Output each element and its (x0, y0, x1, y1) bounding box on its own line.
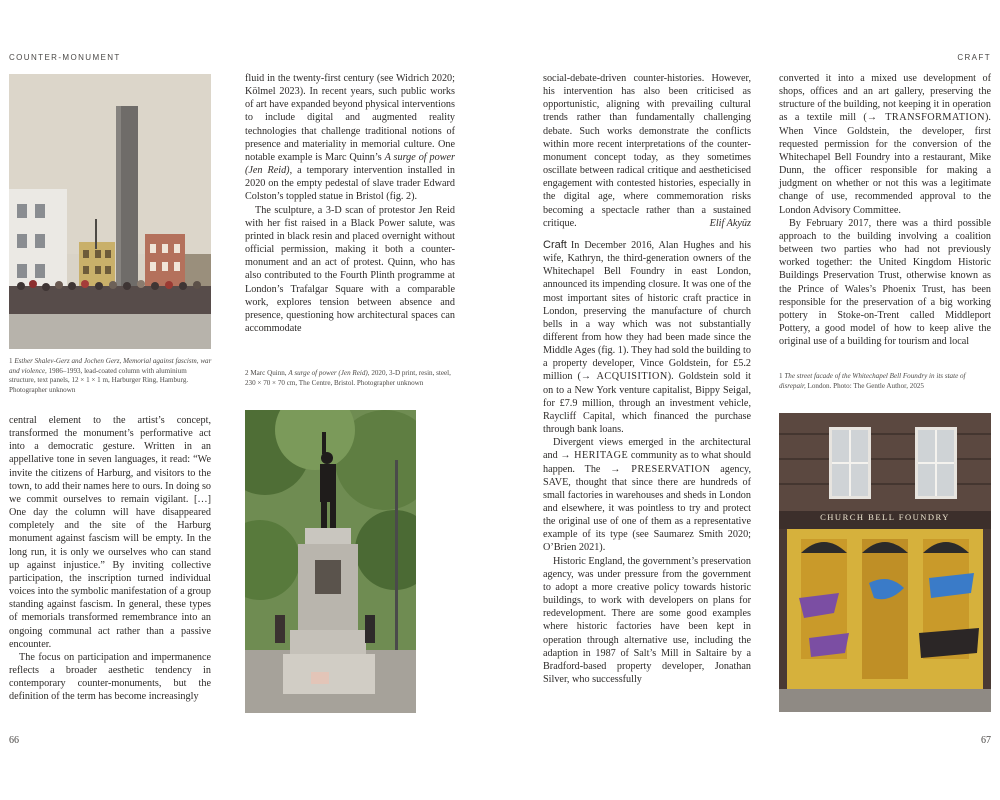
figure-harburg-column-photo (9, 74, 211, 349)
column-2-body (245, 72, 455, 335)
caption-number: 1 (9, 357, 13, 365)
section-heading: Craft (543, 238, 567, 251)
paragraph: converted it into a mixed use development of shops, offices and an art gallery, preserving the structure of the building, not keeping it in operation as a textile mill (→ TRANSFORMATION). When Vince Goldstein, the developer, first requested permission for the conversion of the Whitechapel Bell Foundry into a restaurant, Mike Dunn, the officer responsible for making a judgment on whether or not this was a legitimate change of use, recommended approval to the London Advisory Committee. (779, 73, 991, 216)
figure-3-caption: 1 The street facade of the Whitechapel Bell Foundry in its state of disrepair, London. Photo: The Gentle Author, 2025 (779, 372, 966, 390)
running-header-right: CRAFT (957, 53, 991, 62)
paragraph: Historic England, the government’s preservation agency, was under pressure from the government to adopt a more creative policy towards historic buildings, to work with developers on plans for redevelopment. There are some good examples where historic factories have been kept in operation through alternative use, including the adaption in 1987 of Salt’s Mill in Saltaire by a Bradford-based property developer, Jonathan Silver, who successfully (543, 555, 751, 686)
paragraph: The sculpture, a 3-D scan of protestor Jen Reid with her fist raised in a Black Power salute, was printed in black resin and placed overnight without official permission, making it both a counter-monument and an act of protest. Quinn, who has also contributed to the Fourth Plinth programme at London’s Trafalgar Square with a comparable work, explores tension between absence and presence, questioning how architectural spaces can accommodate (245, 204, 455, 334)
caption-title: Esther Shalev-Gerz and Jochen Gerz, Memorial against fascism, war and violence, (9, 357, 212, 375)
paragraph: central element to the artist’s concept, transformed the monument’s performative act into a democratic gesture. Written in an appellative tone in seven languages, it read: “We invite the citizens of Harburg, and visitors to the town, to add their names here to ours. In doing so we commit ourselves to remain vigilant. […] One day the column will have disappeared completely and the site of the Harburg monument against fascism will be empty. In the long run, it is only we ourselves who can stand up against injustice.” By inviting collective participation, the inscription turned individual voices into the symbolic manifestation of a group standing against fascism. In general, these types of memorials transformed remembrance into an ongoing communal act rather than a passive encounter. (9, 415, 212, 650)
paragraph: fluid in the twenty-first century (see Widrich 2020; Kölmel 2023). In recent years, such public works of art have expanded beyond physical interventions to include digital and augmented reality technologies that challenge traditional notions of presence and materiality in memorial culture. One notable example is Marc Quinn’s A surge of power (Jen Reid), a temporary intervention installed in 2020 on the empty pedestal of slave trader Edward Colston’s toppled statue in Bristol (fig. 2). (245, 73, 455, 203)
figure-1-caption (9, 357, 214, 395)
caption-details: 1986–1993, lead-coated column with aluminium structure, text panels, 12 × 1 × 1 m, Harburger Ring, Hamburg. Photographer unknown (9, 366, 189, 394)
page-number-left: 66 (9, 735, 19, 746)
foundry-sign: CHURCH BELL FOUNDRY (820, 512, 950, 522)
column-1-body (9, 414, 211, 703)
paragraph: The focus on participation and impermanence reflects a broader aesthetic tendency in contemporary counter-monuments, but the definition of the term has become increasingly (9, 651, 211, 703)
figure-2-caption: 2 Marc Quinn, A surge of power (Jen Reid), 2020, 3-D print, resin, steel, 230 × 70 × 70 cm, The Centre, Bristol. Photographer unknown (245, 369, 451, 387)
author-credit: Elif Akyüz (709, 217, 751, 229)
column-4-body (779, 72, 991, 348)
cross-reference[interactable]: → TRANSFORMATION (866, 112, 986, 124)
figure-bell-foundry-facade-photo (779, 413, 991, 712)
paragraph: By February 2017, there was a third possible approach to the building involving a coalition between two parties who had not previously worked together: the United Kingdom Historic Buildings Preservation Trust, otherwise known as the Prince of Wales’s Phoenix Trust, has been responsible for the preservation of a big working pottery in Stoke-on-Trent called Middleport Pottery, a good model of how to keep alive the original use of a building for tourism and local (779, 217, 991, 348)
running-header-left: COUNTER-MONUMENT (9, 53, 121, 62)
cross-reference[interactable]: → ACQUISITION (580, 371, 668, 383)
figure-jen-reid-statue-photo (245, 410, 416, 713)
paragraph: social-debate-driven counter-histories. However, his intervention has also been criticised as opportunistic, aligning with prevailing cultural trends rather than fundamentally challenging debate. Such works demonstrate the conflicts within more recent interpretations of the counter-monument concept today, as they sometimes oscillate between radical critique and aestheticised engagement with contested histories, especially in the digital age, where commemoration risks becoming a spectacle rather than a sustained critique. Elif Akyüz (543, 73, 751, 229)
page-number-right: 67 (981, 735, 991, 746)
cross-reference[interactable]: → PRESERVATION (610, 463, 711, 475)
column-3-body (543, 72, 751, 686)
artwork-title: A surge of power (Jen Reid) (245, 151, 455, 177)
paragraph: Craft In December 2016, Alan Hughes and his wife, Kathryn, the third-generation owners of the Whitechapel Bell Foundry in east London, announced its impending closure. It was one of the most important sites of historic craft practice in London, preserving the manufacture of church bells in a way which was not substantially different from how they had been made since the Middle Ages (fig. 1). They had sold the building to a property developer, Vince Goldstein, for £5.2 million (→ ACQUISITION). Goldstein sold it on to a New York venture capitalist, Bippy Seigal, for £7.9 million, through an investment vehicle, Raycliff Capital, which financed the purchase through bank loans. (543, 238, 751, 436)
cross-reference[interactable]: → HERITAGE (560, 450, 629, 462)
paragraph: Divergent views emerged in the architectural and → HERITAGE community as to what should happen. The → PRESERVATION agency, SAVE, thought that since there are hundreds of small factories in warehouses and sheds in London and elsewhere, it was pointless to try and protect the original use of one of them as a representative example of its type (see Saumarez Smith 2020; O’Brien 2021). (543, 437, 752, 554)
